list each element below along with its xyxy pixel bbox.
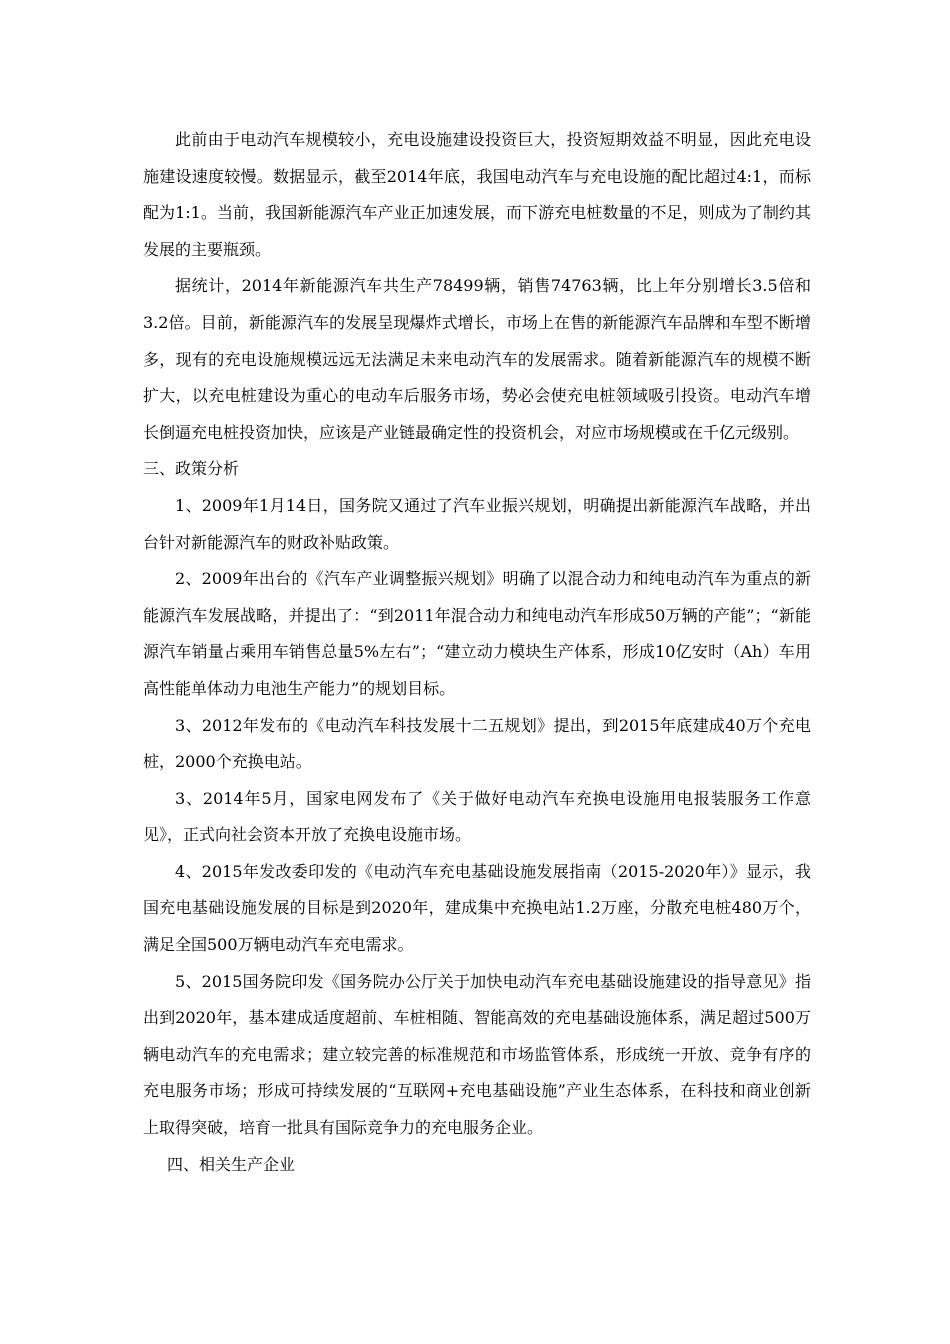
paragraph-charging-investment-background: 此前由于电动汽车规模较小，充电设施建设投资巨大，投资短期效益不明显，因此充电设施建设速度较慢。数据显示，截至2014年底，我国电动汽车与充电设施的配比超过4:1，而标配为1:1。当前，我国新能源汽车产业正加速发展，而下游充电桩数量的不足，则成为了制约其发展的主要瓶颈。	[143, 130, 811, 259]
policy-item-2: 2、2009年出台的《汽车产业调整振兴规划》明确了以混合动力和纯电动汽车为重点的新能源汽车发展战略，并提出了：“到2011年混合动力和纯电动汽车形成50万辆的产能”；“新能源汽车销量占乘用车销售总量5%左右”；“建立动力模块生产体系，形成10亿安时（Ah）车用高性能单体动力电池生产能力”的规划目标。	[143, 569, 811, 698]
policy-item-3b: 3、2014年5月，国家电网发布了《关于做好电动汽车充换电设施用电报装服务工作意见》，正式向社会资本开放了充换电设施市场。	[143, 788, 811, 845]
section-heading-policy-analysis: 三、政策分析	[143, 459, 240, 479]
policy-item-3a: 3、2012年发布的《电动汽车科技发展十二五规划》提出，到2015年底建成40万个充电桩，2000个充换电站。	[143, 715, 811, 772]
document-body	[143, 122, 811, 1183]
section-heading-related-manufacturers: 四、相关生产企业	[167, 1154, 296, 1174]
policy-item-1: 1、2009年1月14日，国务院又通过了汽车业振兴规划，明确提出新能源汽车战略，并出台针对新能源汽车的财政补贴政策。	[143, 495, 811, 552]
policy-item-5: 5、2015国务院印发《国务院办公厅关于加快电动汽车充电基础设施建设的指导意见》指出到2020年，基本建成适度超前、车桩相随、智能高效的充电基础设施体系，满足超过500万辆电动汽车的充电需求；建立较完善的标准规范和市场监管体系，形成统一开放、竞争有序的充电服务市场；形成可持续发展的“互联网+充电基础设施”产业生态体系，在科技和商业创新上取得突破，培育一批具有国际竞争力的充电服务企业。	[143, 971, 811, 1138]
policy-item-4: 4、2015年发改委印发的《电动汽车充电基础设施发展指南（2015-2020年）》显示，我国充电基础设施发展的目标是到2020年，建成集中充换电站1.2万座，分散充电桩480万个，满足全国500万辆电动汽车充电需求。	[143, 861, 811, 955]
paragraph-ev-statistics-2014: 据统计，2014年新能源汽车共生产78499辆，销售74763辆，比上年分别增长3.5倍和3.2倍。目前，新能源汽车的发展呈现爆炸式增长，市场上在售的新能源汽车品牌和车型不断增多，现有的充电设施规模远远无法满足未来电动汽车的发展需求。随着新能源汽车的规模不断扩大，以充电桩建设为重心的电动车后服务市场，势必会使充电桩领域吸引投资。电动汽车增长倒逼充电桩投资加快，应该是产业链最确定性的投资机会，对应市场规模或在千亿元级别。	[143, 276, 811, 442]
